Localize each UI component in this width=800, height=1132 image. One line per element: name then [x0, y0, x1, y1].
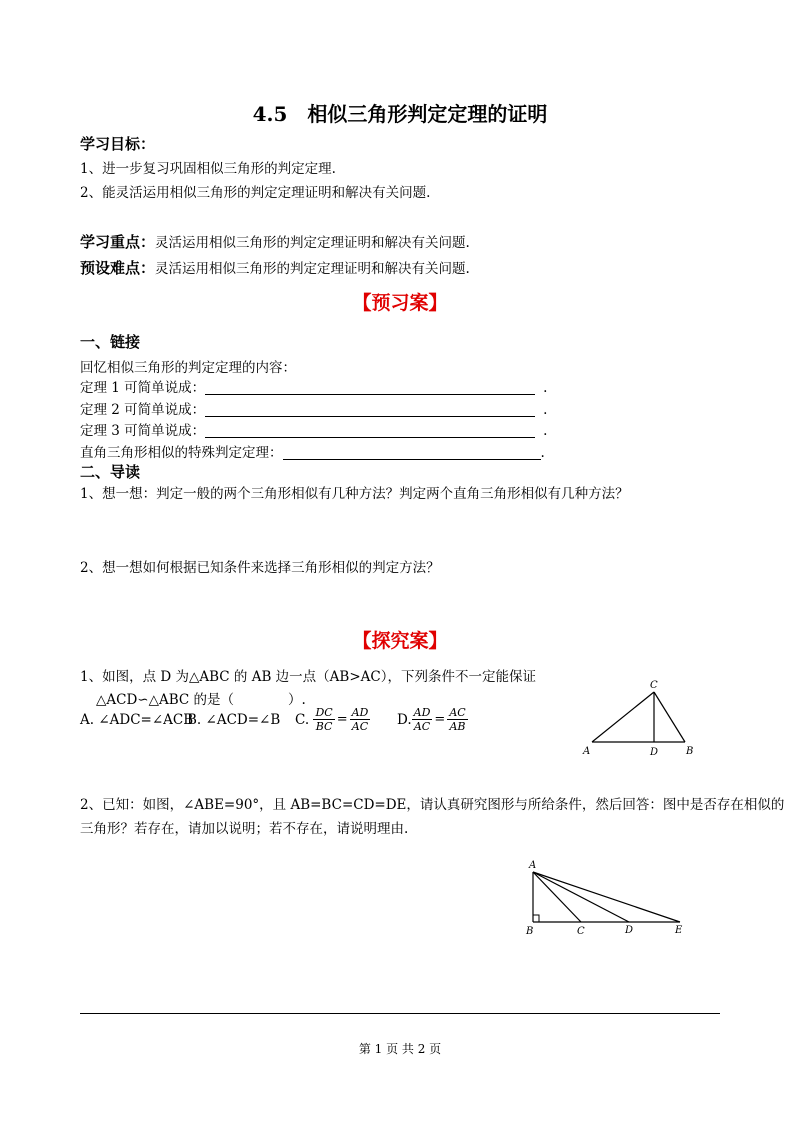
- theorem-label-3: 定理 3 可简单说成：: [80, 423, 206, 439]
- label-c: C: [650, 680, 658, 691]
- triangle-abc-figure: [580, 678, 710, 760]
- difficulty: [80, 257, 470, 278]
- option-d: [397, 706, 468, 733]
- label-b: B: [526, 926, 534, 937]
- key-point-text: 灵活运用相似三角形的判定定理证明和解决有关问题.: [155, 235, 470, 251]
- theorem-line-3: [80, 419, 547, 439]
- objectives-heading: 学习目标：: [80, 135, 156, 153]
- theorem-end-4: .: [540, 445, 545, 461]
- answer-blank-4[interactable]: [283, 445, 541, 460]
- option-d-frac-left: $\frac{AD}{AC}$: [413, 706, 431, 733]
- label-c: C: [577, 926, 585, 937]
- right-angle-figure: [518, 856, 693, 938]
- right-angle-mark: [533, 915, 539, 922]
- option-c: [295, 706, 370, 733]
- option-c-label: C.: [295, 711, 310, 728]
- key-point: [80, 231, 470, 252]
- label-a: A: [583, 746, 591, 757]
- theorem-label-1: 定理 1 可简单说成：: [80, 380, 206, 396]
- answer-blank-3[interactable]: [205, 423, 535, 438]
- option-d-equals: =: [434, 712, 446, 727]
- label-a: A: [529, 860, 537, 871]
- label-e: E: [675, 925, 683, 936]
- explore-heading: 【探究案】: [352, 630, 448, 652]
- objective-item-1: 1、进一步复习巩固相似三角形的判定定理.: [80, 161, 336, 177]
- theorem-label-2: 定理 2 可简单说成：: [80, 402, 206, 418]
- page-title: 4.5 相似三角形判定定理的证明: [252, 102, 548, 126]
- key-point-label: 学习重点：: [80, 233, 156, 251]
- section2-heading: 二、导读: [80, 463, 141, 481]
- label-d: D: [650, 747, 659, 758]
- theorem-line-1: [80, 376, 547, 396]
- segment-ad: [533, 872, 629, 922]
- theorem-line-2: [80, 398, 547, 418]
- difficulty-label: 预设难点：: [80, 259, 156, 277]
- theorem-end-3: .: [543, 423, 548, 439]
- segment-ac: [592, 692, 654, 742]
- theorem-end-2: .: [543, 402, 548, 418]
- answer-blank-2[interactable]: [205, 402, 535, 417]
- option-d-frac-right: $\frac{AC}{AB}$: [449, 706, 466, 733]
- theorem-label-4: 直角三角形相似的特殊判定定理：: [80, 445, 283, 461]
- problem1-line2: △ACD∽△ABC 的是（ ）.: [96, 692, 306, 708]
- section1-intro: 回忆相似三角形的判定定理的内容：: [80, 360, 296, 376]
- option-c-frac-right: $\frac{AD}{AC}$: [351, 706, 369, 733]
- option-c-equals: =: [336, 712, 348, 727]
- label-b: B: [686, 746, 694, 757]
- guide-question-2: 2、想一想如何根据已知条件来选择三角形相似的判定方法？: [80, 560, 440, 576]
- segment-ac: [533, 872, 581, 922]
- option-b: B. ∠ACD=∠B: [187, 712, 281, 728]
- theorem-end-1: .: [543, 380, 548, 396]
- segment-ae: [533, 872, 680, 922]
- option-d-label: D.: [397, 711, 412, 728]
- footer-divider: [80, 1013, 720, 1014]
- objective-item-2: 2、能灵活运用相似三角形的判定定理证明和解决有关问题.: [80, 185, 431, 201]
- segment-cb: [654, 692, 685, 742]
- section1-heading: 一、链接: [80, 333, 141, 351]
- preview-heading: 【预习案】: [352, 292, 448, 314]
- guide-question-1: 1、想一想：判定一般的两个三角形相似有几种方法？判定两个直角三角形相似有几种方法？: [80, 486, 629, 502]
- problem2-line2: 三角形？若存在，请加以说明；若不存在，请说明理由.: [80, 821, 409, 837]
- theorem-line-4: [80, 441, 545, 461]
- problem1-line1: 1、如图，点 D 为△ABC 的 AB 边一点（AB>AC），下列条件不一定能保证: [80, 669, 536, 685]
- difficulty-text: 灵活运用相似三角形的判定定理证明和解决有关问题.: [155, 261, 470, 277]
- option-a: A. ∠ADC=∠ACB: [80, 712, 194, 728]
- label-d: D: [625, 925, 634, 936]
- problem2-line1: 2、已知：如图，∠ABE=90°，且 AB=BC=CD=DE，请认真研究图形与所给条件，然后回答：图中是否存在相似的: [80, 797, 785, 813]
- page-footer: 第 1 页 共 2 页: [358, 1042, 442, 1056]
- option-c-frac-left: $\frac{DC}{BC}$: [315, 706, 333, 733]
- answer-blank-1[interactable]: [205, 380, 535, 395]
